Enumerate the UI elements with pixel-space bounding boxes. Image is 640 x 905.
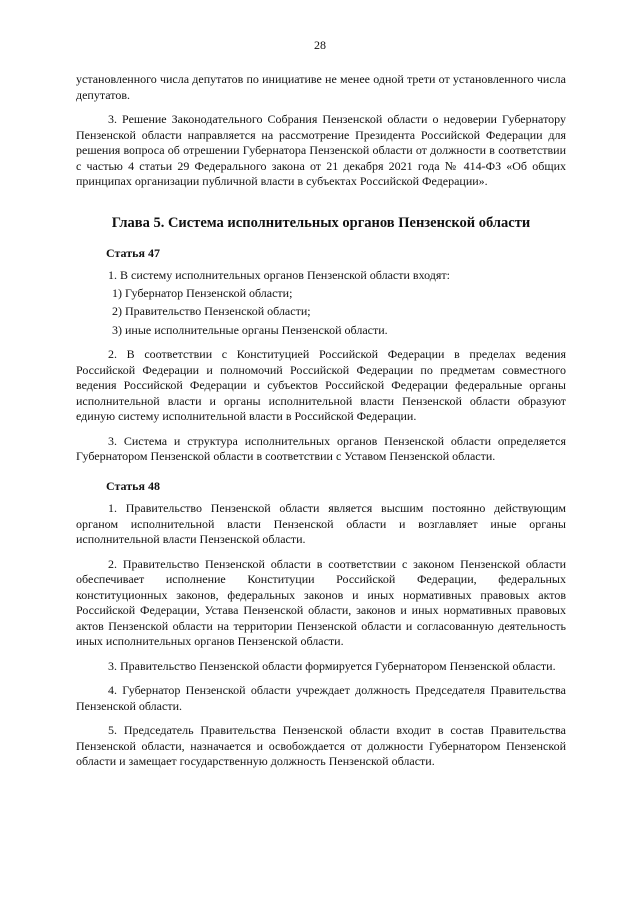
article-47-item-3: 3) иные исполнительные органы Пензенской области. <box>112 322 388 337</box>
paragraph-3: 3. Решение Законодательного Собрания Пензенской области о недоверии Губернатору Пензенской области направляется на рассмотрение Президента Российской Федерации для решения вопроса об отрешении Губернатора Пензенской области от должности в соответствии с частью 4 статьи 29 Федерального закона от 21 декабря 2021 года № 414-ФЗ «Об общих принципах организации публичной власти в субъектах Российской Федерации». <box>76 112 566 188</box>
article-47-item-1: 1) Губернатор Пензенской области; <box>112 285 293 300</box>
article-47-item-2: 2) Правительство Пензенской области; <box>112 304 311 318</box>
chapter-title: Глава 5. Система исполнительных органов Пензенской области <box>111 214 531 231</box>
article-48-paragraph-1: 1. Правительство Пензенской области является высшим постоянно действующим органом исполнительной власти Пензенской области и возглавляет иные органы исполнительной власти Пензенской области. <box>76 501 566 546</box>
article-47-paragraph-1: 1. В систему исполнительных органов Пензенской области входят: <box>108 268 450 282</box>
article-47-title: Статья 47 <box>106 245 160 260</box>
article-48-title: Статья 48 <box>106 478 160 493</box>
article-48-paragraph-2: 2. Правительство Пензенской области в соответствии с законом Пензенской области обеспечивает исполнение Конституции Российской Федерации, федеральных конституционных законов, федеральных законов и иных нормативных правовых актов Российской Федерации, Устава Пензенской области, законов и иных нормативных правовых актов Пензенской области на территории Пензенской области и согласованную деятельность иных исполнительных органов Пензенской области. <box>76 556 566 648</box>
article-48-paragraph-4: 4. Губернатор Пензенской области учреждает должность Председателя Правительства Пензенской области. <box>76 683 566 713</box>
page-content <box>76 72 566 779</box>
article-48-paragraph-5: 5. Председатель Правительства Пензенской области входит в состав Правительства Пензенской области, назначается и освобождается от должности Губернатором Пензенской области и замещает государственную должность Пензенской области. <box>76 723 566 768</box>
article-47-paragraph-2: 2. В соответствии с Конституцией Российской Федерации в пределах ведения Российской Федерации и полномочий Российской Федерации по предметам совместного ведения Российской Федерации и субъектов Российской Федерации федеральные органы исполнительной власти и органы исполнительной власти Пензенской области образуют единую систему исполнительной власти в Российской Федерации. <box>76 347 566 423</box>
continued-paragraph: установленного числа депутатов по инициативе не менее одной трети от установленного числа депутатов. <box>76 72 566 102</box>
article-47-paragraph-3: 3. Система и структура исполнительных органов Пензенской области определяется Губернатором Пензенской области в соответствии с Уставом Пензенской области. <box>76 433 566 463</box>
article-48-paragraph-3: 3. Правительство Пензенской области формируется Губернатором Пензенской области. <box>108 658 556 673</box>
page-number: 28 <box>314 38 326 52</box>
